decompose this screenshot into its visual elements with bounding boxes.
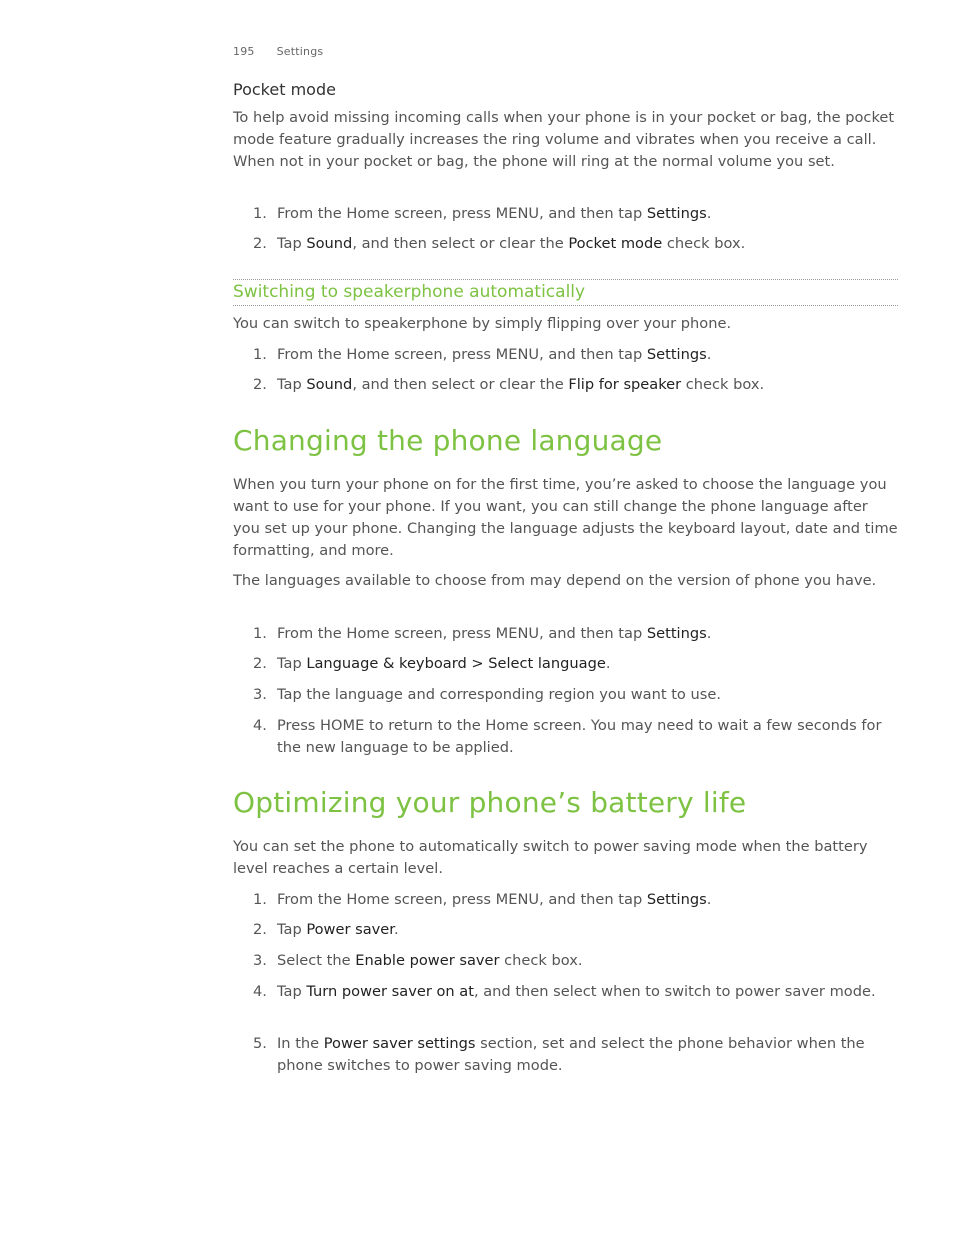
step-text-part: section, set and select the phone behavior when the phone switches to power saving mode. bbox=[277, 1035, 865, 1074]
step-number: 3. bbox=[253, 952, 267, 969]
step-number: 3. bbox=[253, 686, 267, 703]
pocket-mode-heading: Pocket mode bbox=[233, 80, 336, 99]
ui-term: Settings bbox=[646, 205, 707, 222]
step-text-part: . bbox=[706, 205, 712, 222]
step-text-part: . bbox=[605, 655, 611, 672]
step-text-part: Tap bbox=[277, 983, 307, 1000]
header-section: Settings bbox=[276, 45, 324, 58]
step-text bbox=[277, 374, 897, 396]
step-text-part: . bbox=[393, 921, 399, 938]
ui-term: Flip for speaker bbox=[568, 376, 682, 393]
step-text-part: In the bbox=[277, 1035, 324, 1052]
step-text-part: . bbox=[706, 346, 712, 363]
language-paragraph: When you turn your phone on for the first time, you’re asked to choose the language you want to use for your phone. If you want, you can still change the phone language after you set up your phone. Changing the language adjusts the keyboard layout, date and time formatting, and more. bbox=[233, 476, 898, 559]
step-text-part: Tap bbox=[277, 235, 307, 252]
pocket-mode-intro: To help avoid missing incoming calls when your phone is in your pocket or bag, the pocket mode feature gradually increases the ring volume and vibrates when you receive a call. When not in your pocket or bag, the phone will ring at the normal volume you set. bbox=[233, 109, 895, 170]
ui-term: Sound bbox=[306, 235, 353, 252]
step-number: 1. bbox=[253, 625, 267, 642]
step-number: 2. bbox=[253, 655, 267, 672]
ui-term: Power saver settings bbox=[323, 1035, 476, 1052]
step-text bbox=[277, 344, 897, 366]
divider bbox=[233, 305, 898, 306]
step-text-part: check box. bbox=[681, 376, 765, 393]
language-paragraph: The languages available to choose from may depend on the version of phone you have. bbox=[233, 572, 877, 589]
step-text: Press HOME to return to the Home screen. You may need to wait a few seconds for the new language to be applied. bbox=[277, 717, 882, 756]
step-number: 2. bbox=[253, 376, 267, 393]
step-number: 4. bbox=[253, 983, 267, 1000]
step-text bbox=[277, 950, 897, 972]
ui-term: Pocket mode bbox=[568, 235, 663, 252]
step-text bbox=[277, 203, 897, 225]
step-text bbox=[277, 1033, 897, 1077]
page-header bbox=[233, 45, 323, 58]
ui-term: Settings bbox=[646, 625, 707, 642]
ui-term: Language & keyboard > Select language bbox=[306, 655, 606, 672]
language-heading: Changing the phone language bbox=[233, 424, 663, 457]
step-text bbox=[277, 653, 897, 675]
ui-term: Enable power saver bbox=[355, 952, 500, 969]
step-number: 1. bbox=[253, 205, 267, 222]
page-number: 195 bbox=[233, 45, 255, 58]
step-text-part: Tap bbox=[277, 376, 307, 393]
ui-term: Settings bbox=[646, 346, 707, 363]
step-number: 1. bbox=[253, 346, 267, 363]
step-text-part: , and then select when to switch to power saver mode. bbox=[473, 983, 876, 1000]
step-number: 5. bbox=[253, 1035, 267, 1052]
ui-term: Settings bbox=[646, 891, 707, 908]
speakerphone-heading: Switching to speakerphone automatically bbox=[233, 282, 586, 302]
step-number: 2. bbox=[253, 921, 267, 938]
step-text-part: Tap bbox=[277, 655, 307, 672]
step-text-part: . bbox=[706, 625, 712, 642]
step-text-part: check box. bbox=[499, 952, 583, 969]
ui-term: Turn power saver on at bbox=[306, 983, 474, 1000]
speakerphone-intro: You can switch to speakerphone by simply flipping over your phone. bbox=[233, 315, 732, 332]
step-text-part: From the Home screen, press MENU, and then tap bbox=[277, 346, 647, 363]
step-text-part: , and then select or clear the bbox=[352, 376, 569, 393]
step-text bbox=[277, 233, 897, 255]
divider bbox=[233, 279, 898, 280]
battery-paragraph: You can set the phone to automatically switch to power saving mode when the battery level reaches a certain level. bbox=[233, 838, 868, 877]
step-number: 1. bbox=[253, 891, 267, 908]
step-text-part: . bbox=[706, 891, 712, 908]
step-number: 4. bbox=[253, 717, 267, 734]
step-text-part: check box. bbox=[662, 235, 746, 252]
step-text-part: Tap bbox=[277, 921, 307, 938]
step-text bbox=[277, 889, 897, 911]
ui-term: Power saver bbox=[306, 921, 394, 938]
step-text: Tap the language and corresponding region you want to use. bbox=[277, 686, 721, 703]
step-text-part: From the Home screen, press MENU, and then tap bbox=[277, 891, 647, 908]
step-text-part: , and then select or clear the bbox=[352, 235, 569, 252]
ui-term: Sound bbox=[306, 376, 353, 393]
battery-heading: Optimizing your phone’s battery life bbox=[233, 786, 747, 819]
step-text bbox=[277, 981, 897, 1003]
step-text-part: Select the bbox=[277, 952, 356, 969]
step-text bbox=[277, 623, 897, 645]
step-text-part: From the Home screen, press MENU, and then tap bbox=[277, 625, 647, 642]
step-text-part: From the Home screen, press MENU, and then tap bbox=[277, 205, 647, 222]
step-text bbox=[277, 919, 897, 941]
step-number: 2. bbox=[253, 235, 267, 252]
